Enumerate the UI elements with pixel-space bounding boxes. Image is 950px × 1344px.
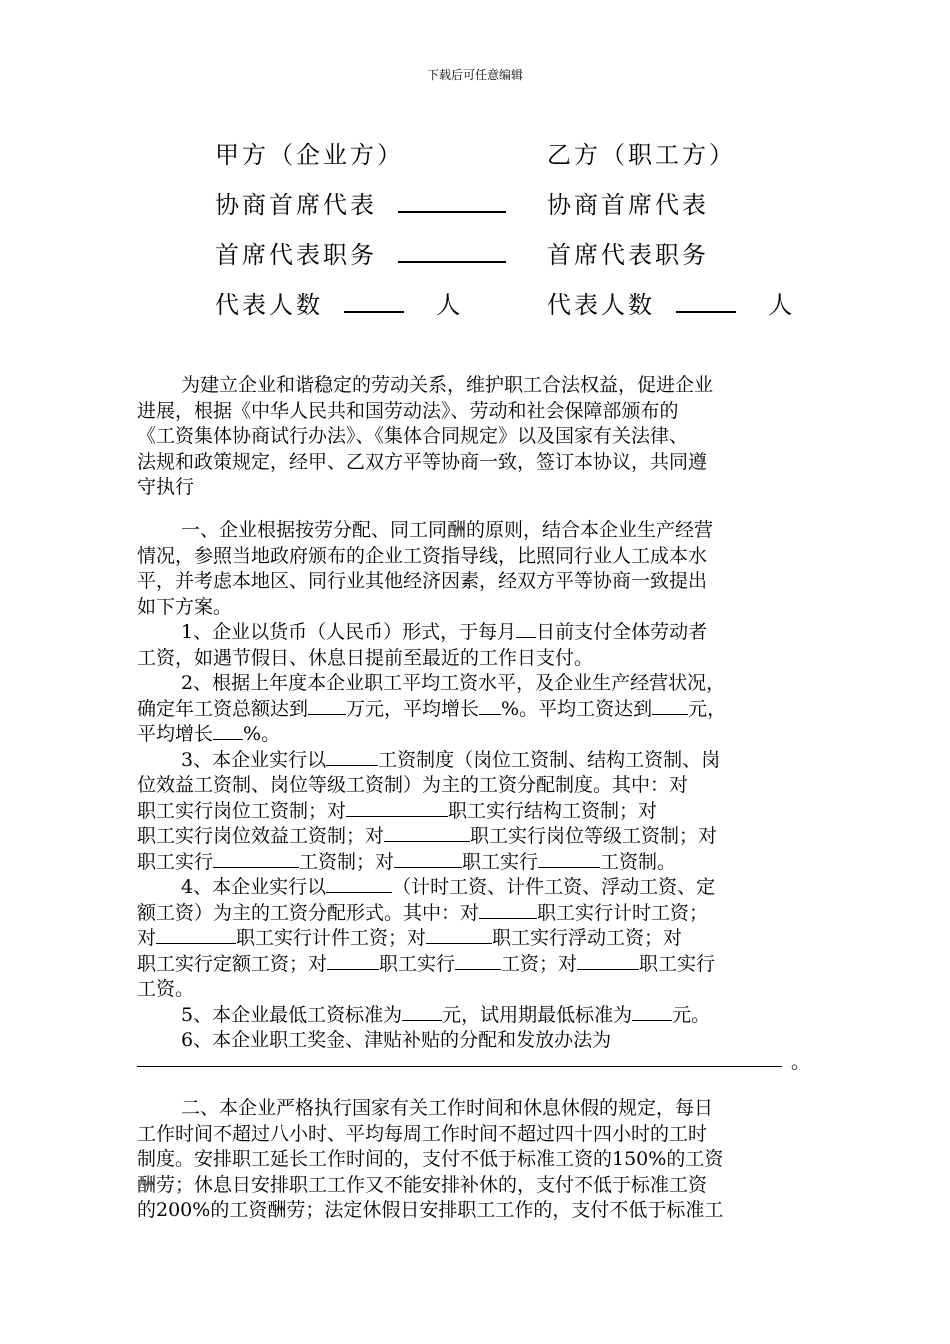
item-4-line	[137, 875, 817, 901]
item-text: 元，	[688, 697, 727, 720]
item-2-line: 2、根据上年度本企业职工平均工资水平，及企业生产经营状况，	[181, 672, 726, 694]
min-wage-blank[interactable]	[402, 1003, 442, 1021]
party-a-rep-blank[interactable]	[398, 191, 506, 213]
item-4-line	[137, 952, 817, 978]
section-1-line: 一、企业根据按劳分配、同工同酬的原则，结合本企业生产经营	[181, 519, 714, 541]
party-a-count-blank[interactable]	[344, 291, 404, 313]
piece-wage-blank[interactable]	[156, 926, 236, 944]
item-3-line	[137, 799, 817, 825]
item-text: 职工实行	[462, 850, 539, 873]
item-text: 额工资）为主的工资分配形式。其中：对	[137, 901, 480, 924]
payday-blank[interactable]	[516, 620, 536, 638]
party-a-rep-row	[215, 185, 506, 220]
item-3-line	[137, 824, 817, 850]
growth-blank[interactable]	[479, 697, 501, 715]
quota-wage-blank[interactable]	[327, 952, 379, 970]
section-2-line: 工作时间不超过八小时、平均每周工作时间不超过四十四小时的工时	[137, 1122, 708, 1145]
party-b-position-label: 首席代表职务	[547, 241, 709, 269]
item-1-line	[137, 620, 817, 646]
item-text: 工资制。	[600, 850, 677, 873]
item-6-line: 6、本企业职工奖金、津贴补贴的分配和发放办法为	[181, 1029, 612, 1051]
other-wage-blank-1[interactable]	[213, 850, 299, 868]
bonus-method-blank[interactable]	[137, 1066, 782, 1067]
section-1-line: 如下方案。	[137, 595, 233, 618]
wage-form-blank[interactable]	[326, 875, 392, 893]
preamble-line: 守执行	[137, 476, 195, 498]
item-text: 职工实行定额工资；对	[137, 952, 328, 975]
party-b-title: 乙方（职工方）	[547, 141, 736, 169]
section-1-line: 平，并考虑本地区、同行业其他经济因素，经双方平等协商一致提出	[137, 570, 708, 592]
item-text: %。	[243, 723, 281, 745]
item-text: 职工实行岗位等级工资制；对	[470, 825, 718, 847]
other-form-blank-1[interactable]	[455, 952, 501, 970]
item-text: 平均增长	[137, 723, 214, 745]
party-a-rep-label: 协商首席代表	[215, 191, 377, 219]
item-text: 工资；对	[501, 952, 578, 975]
item-text: 4、本企业实行以	[181, 876, 327, 898]
item-4-line	[137, 901, 817, 927]
party-b-count-unit: 人	[768, 291, 796, 319]
avg-growth-blank[interactable]	[213, 722, 243, 740]
item-text: 日前支付全体劳动者	[536, 621, 708, 643]
party-a-position-blank[interactable]	[398, 241, 506, 263]
item-text: （计时工资、计件工资、浮动工资、定	[392, 876, 716, 898]
item-text: 5、本企业最低工资标准为	[181, 1003, 403, 1026]
section-1	[137, 518, 817, 1054]
other-wage-blank-3[interactable]	[538, 850, 600, 868]
item-text: 3、本企业实行以	[181, 748, 327, 771]
item-1-line: 工资，如遇节假日、休息日提前至最近的工作日支付。	[137, 646, 594, 669]
grade-wage-blank[interactable]	[384, 824, 470, 842]
item-text: 工资制；对	[299, 850, 395, 873]
section-2-line: 制度。安排职工延长工作时间的，支付不低于标准工资的150%的工资	[137, 1148, 724, 1170]
party-a-position-row	[215, 235, 506, 270]
item-3-line: 位效益工资制、岗位等级工资制）为主的工资分配制度。其中：对	[137, 774, 689, 796]
item-2-line	[137, 722, 817, 748]
item-4-line: 工资。	[137, 978, 195, 1000]
item-text: 职工实行浮动工资；对	[492, 927, 683, 949]
item-3-line	[137, 850, 817, 876]
item-text: 职工实行	[639, 952, 716, 975]
probation-wage-blank[interactable]	[632, 1003, 672, 1021]
item-text: %。平均工资达到	[501, 697, 653, 720]
section-2	[137, 1096, 817, 1224]
item-text: 元，试用期最低标准为	[442, 1003, 633, 1026]
total-wage-blank[interactable]	[308, 697, 346, 715]
bonus-method-end: 。	[791, 1051, 811, 1073]
other-form-blank-2[interactable]	[577, 952, 639, 970]
preamble-line: 为建立企业和谐稳定的劳动关系，维护职工合法权益，促进企业	[181, 374, 714, 396]
party-b-count-blank[interactable]	[676, 291, 736, 313]
item-text: 元。	[672, 1003, 711, 1026]
item-text: 职工实行计件工资；对	[236, 927, 427, 949]
item-text: 职工实行岗位工资制；对	[137, 799, 347, 822]
header-note: 下载后可任意编辑	[426, 68, 523, 82]
item-text: 工资制度（岗位工资制、结构工资制、岗	[378, 748, 721, 771]
section-2-line: 酬劳；休息日安排职工工作又不能安排补休的，支付不低于标准工资	[137, 1173, 708, 1196]
item-text: 职工实行	[379, 952, 456, 975]
party-a-position-label: 首席代表职务	[215, 241, 377, 269]
item-text: 职工实行计时工资；	[537, 901, 709, 924]
hourly-wage-blank[interactable]	[479, 901, 537, 919]
section-2-line: 二、本企业严格执行国家有关工作时间和休息休假的规定，每日	[181, 1097, 714, 1119]
party-b-count-row	[547, 285, 795, 320]
item-2-line	[137, 697, 817, 723]
structure-wage-blank[interactable]	[346, 799, 448, 817]
item-4-line	[137, 926, 817, 952]
item-5-line	[137, 1003, 817, 1029]
section-1-line: 情况，参照当地政府颁布的企业工资指导线，比照同行业人工成本水	[137, 544, 708, 567]
party-b-rep-label: 协商首席代表	[547, 191, 709, 219]
item-text: 万元，平均增长	[346, 697, 480, 720]
party-a-count-unit: 人	[436, 291, 464, 319]
wage-system-blank[interactable]	[326, 748, 378, 766]
item-text: 职工实行	[137, 850, 214, 873]
preamble-line: 《工资集体协商试行办法》、《集体合同规定》以及国家有关法律、	[137, 425, 689, 447]
item-3-line	[137, 748, 817, 774]
item-text: 职工实行岗位效益工资制；对	[137, 825, 385, 847]
party-a-count-row	[215, 285, 463, 320]
item-text: 1、企业以货币（人民币）形式，于每月	[181, 621, 517, 643]
floating-wage-blank[interactable]	[426, 926, 492, 944]
item-text: 对	[137, 927, 157, 949]
preamble-line: 进展，根据《中华人民共和国劳动法》、劳动和社会保障部颁布的	[137, 399, 679, 422]
party-a-title: 甲方（企业方）	[215, 141, 404, 169]
other-wage-blank-2[interactable]	[394, 850, 462, 868]
item-text: 确定年工资总额达到	[137, 697, 309, 720]
party-a-count-label: 代表人数	[215, 291, 323, 319]
section-2-line: 的200%的工资酬劳；法定休假日安排职工工作的，支付不低于标准工	[137, 1199, 724, 1221]
preamble-paragraph	[137, 373, 817, 501]
avg-wage-blank[interactable]	[652, 697, 688, 715]
party-b-count-label: 代表人数	[547, 291, 655, 319]
item-text: 职工实行结构工资制；对	[448, 799, 658, 822]
preamble-line: 法规和政策规定，经甲、乙双方平等协商一致，签订本协议，共同遵	[137, 450, 708, 473]
